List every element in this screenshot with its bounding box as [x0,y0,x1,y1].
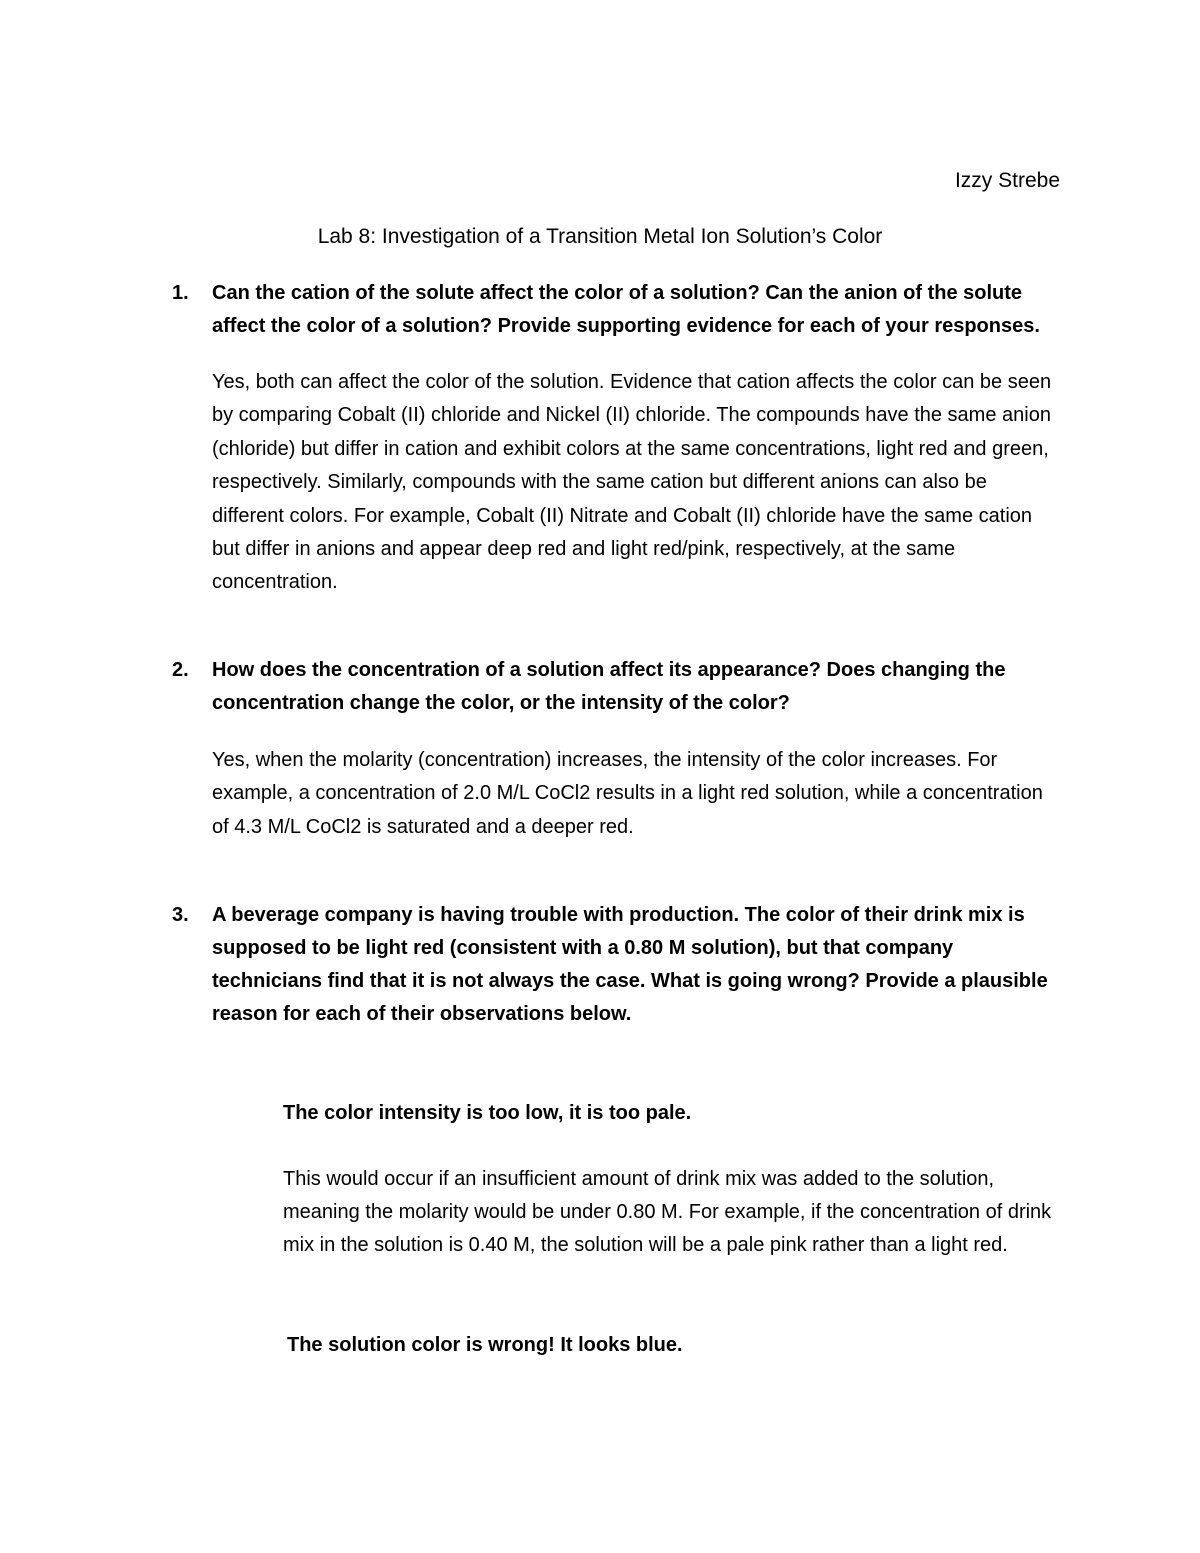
answer-1: Yes, both can affect the color of the solution. Evidence that cation affects the color can be seen by comparing Cobalt (II) chloride and Nickel (II) chloride. The compounds have the same anion (chloride) but differ in cation and exhibit colors at the same concentrations, light red and green, respectively. Similarly, compounds with the same cation but different anions can also be different colors. For example, Cobalt (II) Nitrate and Cobalt (II) chloride have the same cation but differ in anions and appear deep red and light red/pink, respectively, at the same concentration. [212,371,1052,594]
question-number: 3. [172,904,189,926]
question-text: A beverage company is having trouble with production. The color of their drink mix is supposed to be light red (consistent with a 0.80 M solution), but that company technicians find that it is not always the case. What is going wrong? Provide a plausible reason for each of their observations below. [212,904,1048,1025]
observation-heading-1: The color intensity is too low, it is too pale. [283,1102,692,1124]
question-text: Can the cation of the solute affect the color of a solution? Can the anion of the solute affect the color of a solution? Provide supporting evidence for each of your responses. [212,282,1040,337]
question-1 [172,277,1052,343]
question-3 [172,899,1052,1031]
author-name: Izzy Strebe [954,169,1060,192]
document-title: Lab 8: Investigation of a Transition Metal Ion Solution’s Color [317,225,883,248]
observation-answer-1: This would occur if an insufficient amount of drink mix was added to the solution, meaning the molarity would be under 0.80 M. For example, if the concentration of drink mix in the solution is 0.40 M, the solution will be a pale pink rather than a light red. [283,1168,1052,1256]
question-number: 1. [172,282,189,304]
observation-heading-2: The solution color is wrong! It looks blue. [287,1334,683,1356]
question-text: How does the concentration of a solution affect its appearance? Does changing the concentration change the color, or the intensity of the color? [212,659,1006,714]
question-number: 2. [172,659,189,681]
answer-2: Yes, when the molarity (concentration) increases, the intensity of the color increases. For example, a concentration of 2.0 M/L CoCl2 results in a light red solution, while a concentration of 4.3 M/L CoCl2 is saturated and a deeper red. [212,749,1043,838]
question-2 [172,654,1052,720]
